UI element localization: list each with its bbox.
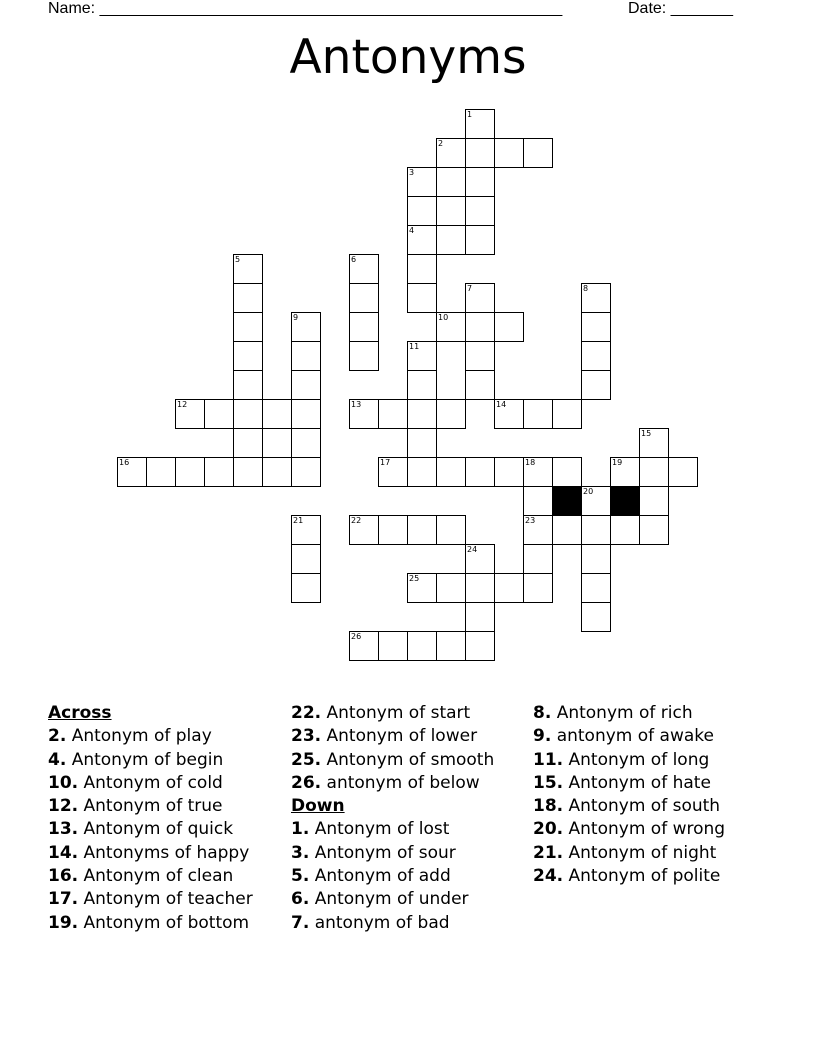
grid-cell[interactable] bbox=[436, 312, 466, 342]
grid-cell[interactable] bbox=[349, 515, 379, 545]
grid-cell[interactable] bbox=[581, 602, 611, 632]
grid-cell[interactable] bbox=[581, 370, 611, 400]
clue-number: 14 bbox=[496, 400, 507, 409]
grid-cell[interactable] bbox=[523, 138, 553, 168]
grid-cell[interactable] bbox=[407, 428, 437, 458]
grid-cell[interactable] bbox=[349, 631, 379, 661]
grid-cell[interactable] bbox=[494, 573, 524, 603]
grid-cell[interactable] bbox=[494, 312, 524, 342]
clue-text: Antonym of quick bbox=[78, 819, 234, 840]
grid-cell[interactable] bbox=[581, 283, 611, 313]
grid-cell[interactable] bbox=[378, 515, 408, 545]
grid-cell[interactable] bbox=[407, 457, 437, 487]
clue-text: Antonym of night bbox=[563, 842, 717, 863]
clue-text: Antonym of south bbox=[563, 796, 721, 817]
clue-number: 26. bbox=[291, 772, 322, 793]
clue-number: 18. bbox=[533, 796, 564, 817]
grid-cell[interactable] bbox=[291, 457, 321, 487]
clue-number: 8 bbox=[583, 284, 589, 293]
clues-column-2 bbox=[291, 702, 494, 935]
clue-text: Antonym of lost bbox=[309, 819, 450, 840]
clue-number: 25. bbox=[291, 749, 322, 770]
grid-cell[interactable] bbox=[465, 573, 495, 603]
clue-number: 19 bbox=[612, 458, 623, 467]
clue-number: 13 bbox=[351, 400, 362, 409]
clue-number: 5. bbox=[291, 866, 310, 887]
clue-number: 12 bbox=[177, 400, 188, 409]
grid-cell[interactable] bbox=[552, 457, 582, 487]
clue-text: Antonym of smooth bbox=[321, 749, 495, 770]
clue-text: Antonyms of happy bbox=[78, 842, 250, 863]
clue-text: Antonym of true bbox=[78, 796, 223, 817]
grid-cell[interactable] bbox=[465, 283, 495, 313]
clue-number: 6. bbox=[291, 889, 310, 910]
clue-number: 26 bbox=[351, 632, 362, 641]
grid-cell[interactable] bbox=[581, 573, 611, 603]
clue-number: 24 bbox=[467, 545, 478, 554]
grid-cell[interactable] bbox=[233, 283, 263, 313]
grid-cell[interactable] bbox=[494, 457, 524, 487]
grid-cell[interactable] bbox=[436, 515, 466, 545]
grid-cell[interactable] bbox=[436, 138, 466, 168]
page-title: Antonyms bbox=[289, 30, 527, 85]
grid-cell[interactable] bbox=[233, 399, 263, 429]
black-cell bbox=[552, 486, 582, 516]
clue-item bbox=[291, 888, 494, 911]
clue-number: 13. bbox=[48, 819, 79, 840]
grid-cell[interactable] bbox=[581, 312, 611, 342]
grid-cell[interactable] bbox=[349, 399, 379, 429]
clue-text: Antonym of start bbox=[321, 703, 471, 723]
clues-column-3 bbox=[533, 702, 725, 888]
grid-cell[interactable] bbox=[233, 370, 263, 400]
clue-item bbox=[48, 865, 253, 888]
down-heading: Down bbox=[291, 796, 345, 817]
grid-cell[interactable] bbox=[233, 457, 263, 487]
clue-item bbox=[533, 865, 725, 888]
grid-cell[interactable] bbox=[233, 341, 263, 371]
clue-text: Antonym of bottom bbox=[78, 912, 250, 933]
clue-text: Antonym of long bbox=[563, 749, 710, 770]
grid-cell[interactable] bbox=[552, 515, 582, 545]
clue-item bbox=[48, 795, 253, 818]
clue-text: Antonym of clean bbox=[78, 866, 234, 887]
black-cell bbox=[610, 486, 640, 516]
grid-cell[interactable] bbox=[407, 515, 437, 545]
grid-cell[interactable] bbox=[465, 631, 495, 661]
clue-number: 3. bbox=[291, 842, 310, 863]
grid-cell[interactable] bbox=[407, 196, 437, 226]
grid-cell[interactable] bbox=[639, 486, 669, 516]
clue-item bbox=[48, 725, 253, 748]
grid-cell[interactable] bbox=[349, 341, 379, 371]
grid-cell[interactable] bbox=[494, 138, 524, 168]
clue-text: Antonym of hate bbox=[563, 772, 711, 793]
clue-item bbox=[48, 842, 253, 865]
clue-number: 10. bbox=[48, 772, 79, 793]
clue-text: Antonym of sour bbox=[309, 842, 456, 863]
clue-text: antonym of below bbox=[321, 772, 480, 793]
grid-cell[interactable] bbox=[436, 167, 466, 197]
grid-cell[interactable] bbox=[291, 370, 321, 400]
clue-number: 7. bbox=[291, 912, 310, 933]
clue-number: 17. bbox=[48, 889, 79, 910]
across-heading: Across bbox=[48, 703, 112, 723]
clue-number: 21 bbox=[293, 516, 304, 525]
clue-text: Antonym of under bbox=[309, 889, 469, 910]
clue-number: 22. bbox=[291, 703, 322, 723]
clue-item bbox=[533, 842, 725, 865]
clue-item bbox=[48, 818, 253, 841]
grid-cell[interactable] bbox=[117, 457, 147, 487]
clue-number: 4 bbox=[409, 226, 415, 235]
clue-number: 3 bbox=[409, 168, 415, 177]
clue-number: 2 bbox=[438, 139, 444, 148]
clue-number: 6 bbox=[351, 255, 357, 264]
grid-cell[interactable] bbox=[436, 631, 466, 661]
clue-number: 5 bbox=[235, 255, 241, 264]
clue-item bbox=[48, 912, 253, 935]
grid-cell[interactable] bbox=[291, 341, 321, 371]
grid-cell[interactable] bbox=[494, 399, 524, 429]
grid-cell[interactable] bbox=[291, 515, 321, 545]
clue-number: 11. bbox=[533, 749, 564, 770]
clue-item bbox=[291, 818, 494, 841]
grid-cell[interactable] bbox=[436, 225, 466, 255]
clue-item bbox=[48, 888, 253, 911]
clue-number: 21. bbox=[533, 842, 564, 863]
grid-cell[interactable] bbox=[465, 312, 495, 342]
grid-cell[interactable] bbox=[436, 399, 466, 429]
clue-number: 7 bbox=[467, 284, 473, 293]
grid-cell[interactable] bbox=[146, 457, 176, 487]
clue-text: Antonym of polite bbox=[563, 866, 721, 887]
grid-cell[interactable] bbox=[407, 341, 437, 371]
grid-cell[interactable] bbox=[262, 399, 292, 429]
clue-number: 1 bbox=[467, 110, 473, 119]
clue-number: 9 bbox=[293, 313, 299, 322]
grid-cell[interactable] bbox=[349, 312, 379, 342]
grid-cell[interactable] bbox=[581, 515, 611, 545]
clue-number: 16. bbox=[48, 866, 79, 887]
grid-cell[interactable] bbox=[581, 486, 611, 516]
clue-text: Antonym of cold bbox=[78, 772, 223, 793]
clue-item bbox=[533, 725, 725, 748]
grid-cell[interactable] bbox=[204, 457, 234, 487]
clue-text: Antonym of add bbox=[309, 866, 451, 887]
clue-text: antonym of bad bbox=[309, 912, 450, 933]
grid-cell[interactable] bbox=[552, 399, 582, 429]
clue-item bbox=[291, 912, 494, 935]
grid-cell[interactable] bbox=[610, 457, 640, 487]
clue-number: 20. bbox=[533, 819, 564, 840]
grid-cell[interactable] bbox=[465, 341, 495, 371]
grid-cell[interactable] bbox=[523, 399, 553, 429]
clue-number: 1. bbox=[291, 819, 310, 840]
clue-number: 2. bbox=[48, 726, 67, 747]
grid-cell[interactable] bbox=[291, 399, 321, 429]
grid-cell[interactable] bbox=[523, 544, 553, 574]
clue-item bbox=[533, 795, 725, 818]
clue-number: 22 bbox=[351, 516, 362, 525]
grid-cell[interactable] bbox=[407, 283, 437, 313]
clue-text: Antonym of rich bbox=[551, 703, 693, 723]
clue-number: 10 bbox=[438, 313, 449, 322]
grid-cell[interactable] bbox=[262, 457, 292, 487]
grid-cell[interactable] bbox=[378, 457, 408, 487]
grid-cell[interactable] bbox=[175, 399, 205, 429]
grid-cell[interactable] bbox=[639, 515, 669, 545]
clue-item bbox=[291, 725, 494, 748]
grid-cell[interactable] bbox=[407, 399, 437, 429]
grid-cell[interactable] bbox=[639, 428, 669, 458]
grid-cell[interactable] bbox=[233, 254, 263, 284]
clue-number: 14. bbox=[48, 842, 79, 863]
grid-cell[interactable] bbox=[407, 573, 437, 603]
clue-number: 4. bbox=[48, 749, 67, 770]
grid-cell[interactable] bbox=[581, 341, 611, 371]
grid-cell[interactable] bbox=[407, 631, 437, 661]
clue-text: Antonym of begin bbox=[66, 749, 224, 770]
grid-cell[interactable] bbox=[407, 167, 437, 197]
grid-cell[interactable] bbox=[378, 631, 408, 661]
clue-number: 8. bbox=[533, 703, 552, 723]
clue-item bbox=[533, 818, 725, 841]
grid-cell[interactable] bbox=[465, 544, 495, 574]
clue-number: 23 bbox=[525, 516, 536, 525]
clue-text: Antonym of wrong bbox=[563, 819, 726, 840]
grid-cell[interactable] bbox=[204, 399, 234, 429]
grid-cell[interactable] bbox=[407, 225, 437, 255]
grid-cell[interactable] bbox=[610, 515, 640, 545]
grid-cell[interactable] bbox=[523, 486, 553, 516]
grid-cell[interactable] bbox=[291, 428, 321, 458]
grid-cell[interactable] bbox=[291, 544, 321, 574]
grid-cell[interactable] bbox=[465, 602, 495, 632]
clue-item bbox=[291, 749, 494, 772]
clue-number: 23. bbox=[291, 726, 322, 747]
clue-number: 20 bbox=[583, 487, 594, 496]
clue-text: Antonym of play bbox=[66, 726, 212, 747]
clue-text: Antonym of teacher bbox=[78, 889, 253, 910]
clue-number: 19. bbox=[48, 912, 79, 933]
clue-item bbox=[291, 842, 494, 865]
clues-column-1 bbox=[48, 702, 253, 935]
grid-cell[interactable] bbox=[407, 254, 437, 284]
grid-cell[interactable] bbox=[465, 167, 495, 197]
grid-cell[interactable] bbox=[465, 138, 495, 168]
grid-cell[interactable] bbox=[523, 515, 553, 545]
grid-cell[interactable] bbox=[465, 196, 495, 226]
clue-item bbox=[533, 749, 725, 772]
clue-number: 18 bbox=[525, 458, 536, 467]
grid-cell[interactable] bbox=[581, 544, 611, 574]
grid-cell[interactable] bbox=[175, 457, 205, 487]
clue-number: 17 bbox=[380, 458, 391, 467]
name-field[interactable]: Name: ____________________________________________________ bbox=[48, 0, 563, 17]
grid-cell[interactable] bbox=[523, 573, 553, 603]
grid-cell[interactable] bbox=[436, 457, 466, 487]
grid-cell[interactable] bbox=[465, 225, 495, 255]
grid-cell[interactable] bbox=[233, 312, 263, 342]
clue-item bbox=[48, 749, 253, 772]
clue-text: Antonym of lower bbox=[321, 726, 478, 747]
grid-cell[interactable] bbox=[639, 457, 669, 487]
clue-number: 11 bbox=[409, 342, 420, 351]
grid-cell[interactable] bbox=[668, 457, 698, 487]
clue-number: 12. bbox=[48, 796, 79, 817]
clue-number: 15 bbox=[641, 429, 652, 438]
clue-number: 16 bbox=[119, 458, 130, 467]
grid-cell[interactable] bbox=[436, 573, 466, 603]
grid-cell[interactable] bbox=[407, 370, 437, 400]
clue-item bbox=[291, 772, 494, 795]
grid-cell[interactable] bbox=[465, 457, 495, 487]
grid-cell[interactable] bbox=[465, 109, 495, 139]
grid-cell[interactable] bbox=[349, 254, 379, 284]
clue-item bbox=[291, 702, 494, 725]
clue-item bbox=[291, 865, 494, 888]
grid-cell[interactable] bbox=[291, 573, 321, 603]
clue-text: antonym of awake bbox=[551, 726, 714, 747]
grid-cell[interactable] bbox=[291, 312, 321, 342]
date-field[interactable]: Date: _______ bbox=[628, 0, 733, 17]
grid-cell[interactable] bbox=[378, 399, 408, 429]
clue-item bbox=[533, 772, 725, 795]
grid-cell[interactable] bbox=[523, 457, 553, 487]
clue-number: 24. bbox=[533, 866, 564, 887]
clue-item bbox=[533, 702, 725, 725]
clue-number: 15. bbox=[533, 772, 564, 793]
grid-cell[interactable] bbox=[233, 428, 263, 458]
clue-number: 9. bbox=[533, 726, 552, 747]
clue-item bbox=[48, 772, 253, 795]
grid-cell[interactable] bbox=[465, 370, 495, 400]
grid-cell[interactable] bbox=[349, 283, 379, 313]
clue-number: 25 bbox=[409, 574, 420, 583]
